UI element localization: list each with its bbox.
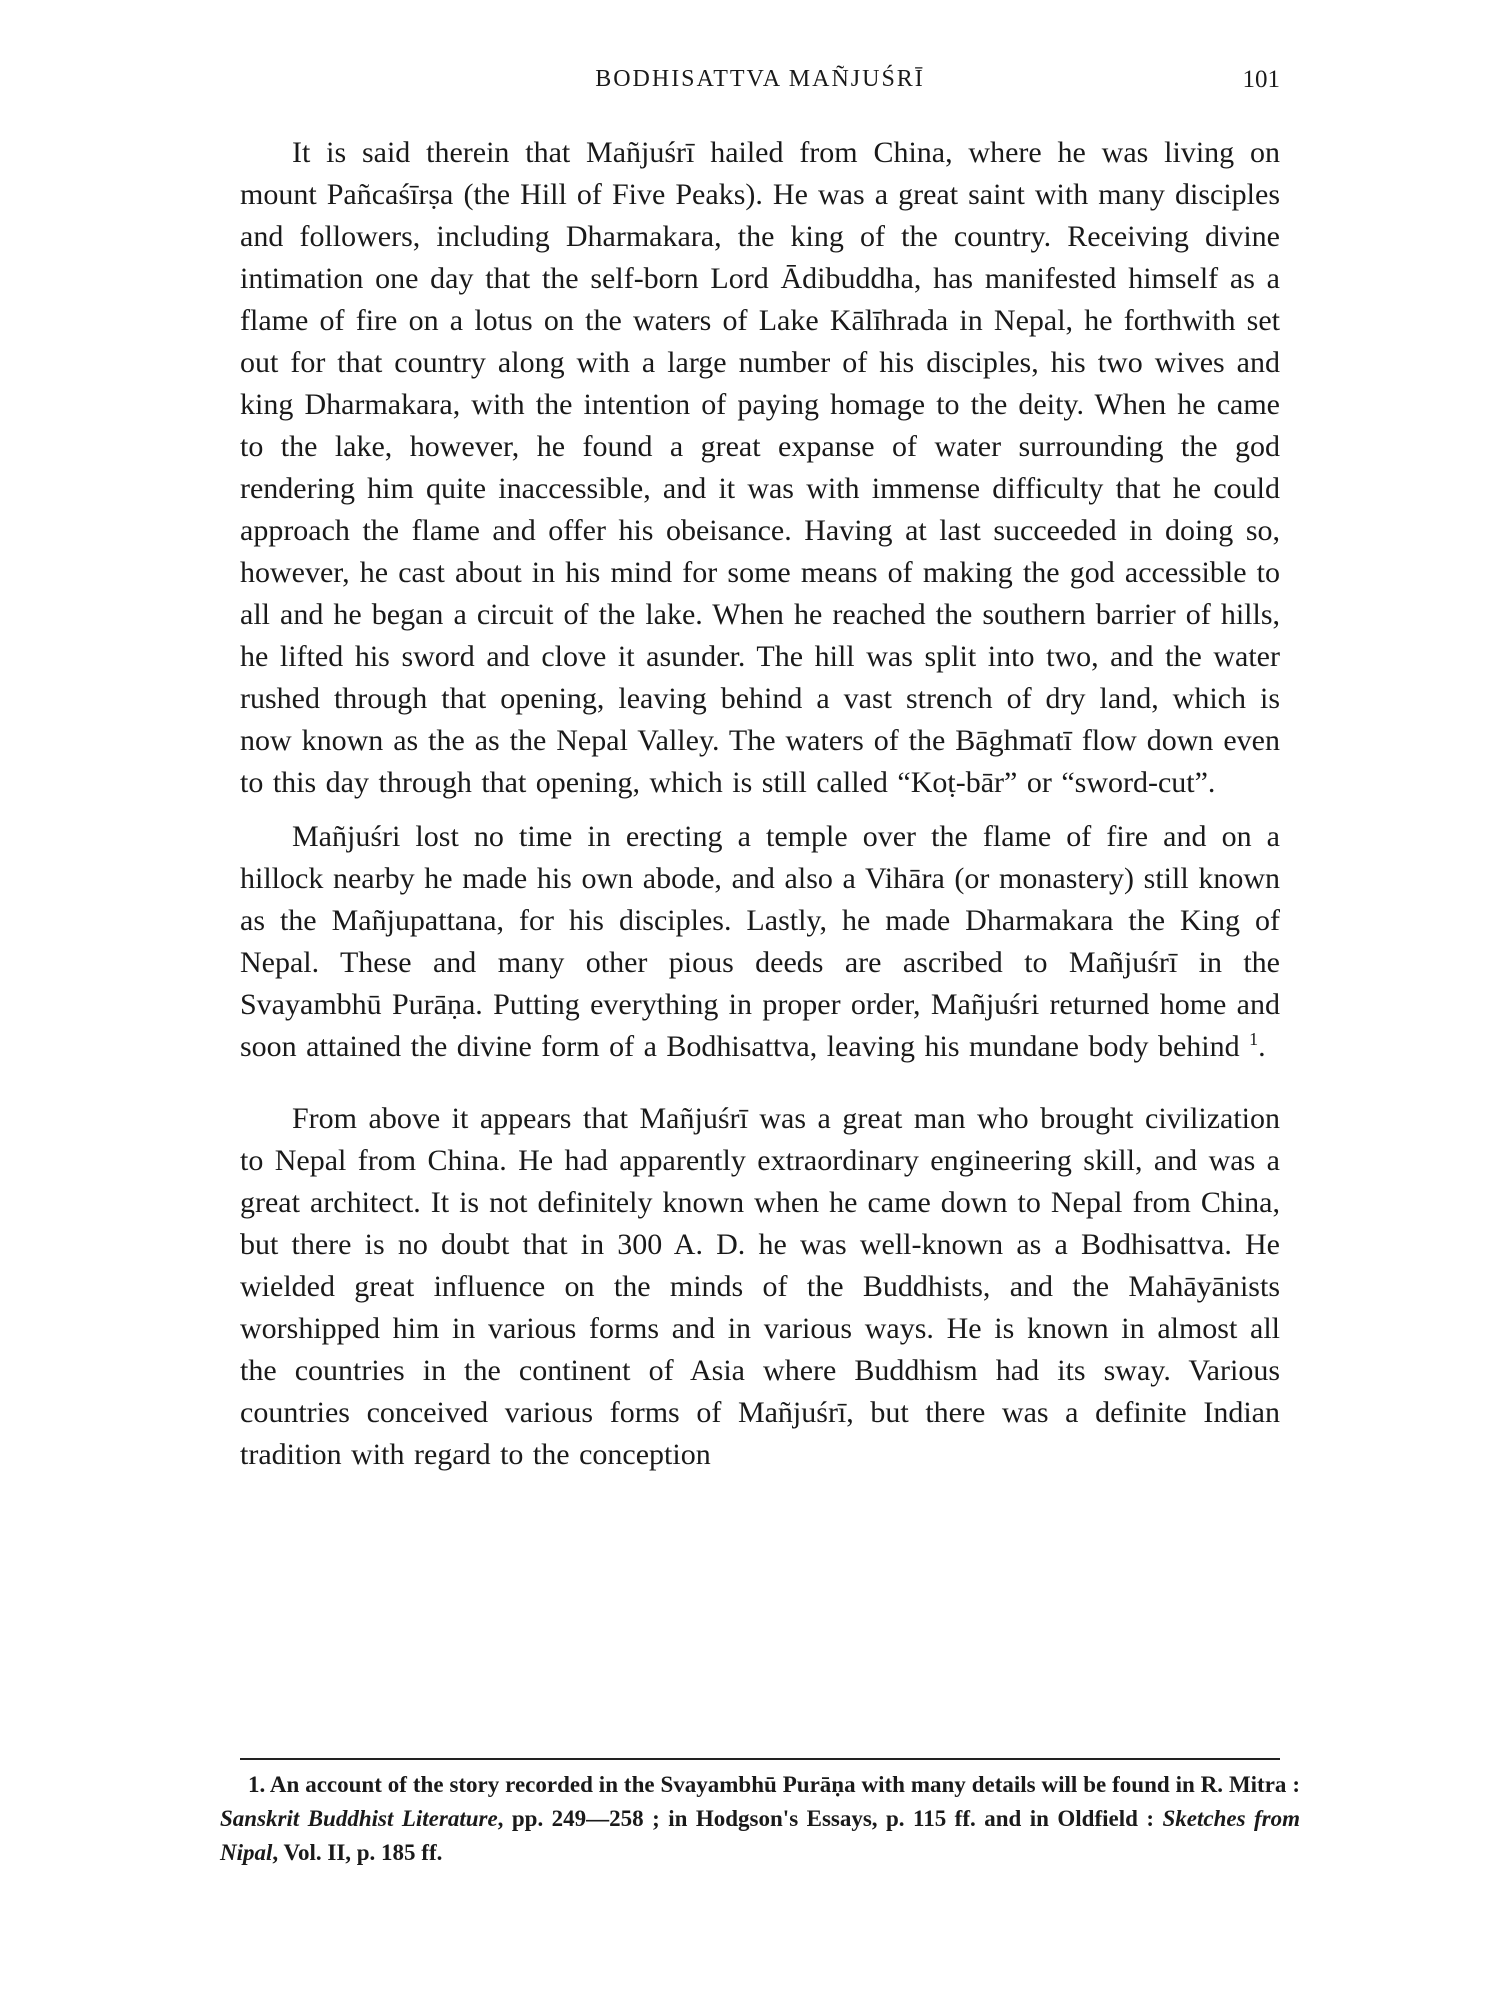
footnotes xyxy=(220,1768,1300,1870)
paragraph: From above it appears that Mañjuśrī was a great man who brought civilization to Nepal from China. He had apparently extraordinary engineering skill, and was a great architect. It is not definitely known when he came down to Nepal from China, but there is no doubt that in 300 A. D. he was well-known as a Bodhisattva. He wielded great influence on the minds of the Buddhists, and the Mahāyānists worshipped him in various forms and in various ways. He is known in almost all the countries in the continent of Asia where Buddhism had its sway. Various countries conceived various forms of Mañjuśrī, but there was a definite Indian tradition with regard to the conception xyxy=(240,1102,1280,1471)
paragraph xyxy=(240,816,1280,1068)
footnote-title: Sketches from Nipal xyxy=(220,1806,1300,1865)
body-text xyxy=(240,132,1280,1488)
footnote-title: Sanskrit Buddhist Literature xyxy=(220,1806,498,1831)
paragraph: It is said therein that Mañjuśrī hailed from China, where he was living on mount Pañcaśīrṣa (the Hill of Five Peaks). He was a great saint with many disciples and followers, including Dharmakara, the king of the country. Receiving divine intimation one day that the self-born Lord Ādibuddha, has manifested himself as a flame of fire on a lotus on the waters of Lake Kālīhrada in Nepal, he forthwith set out for that country along with a large number of his disciples, his two wives and king Dharmakara, with the intention of paying homage to the deity. When he came to the lake, however, he found a great expanse of water surrounding the god rendering him quite inaccessible, and it was with immense difficulty that he could approach the flame and offer his obeisance. Having at last succeeded in doing so, however, he cast about in his mind for some means of making the god accessible to all and he began a circuit of the lake. When he reached the southern barrier of hills, he lifted his sword and clove it asunder. The hill was split into two, and the water rushed through that opening, leaving behind a vast strench of dry land, which is now known as the as the Nepal Valley. The waters of the Bāghmatī flow down even to this day through that opening, which is still called “Koṭ-bār” or “sword-cut”. xyxy=(240,136,1280,799)
footnote xyxy=(220,1768,1300,1870)
footnote-text: , pp. 249—258 ; in Hodgson's Essays, p. 115 ff. and in Oldfield : xyxy=(497,1806,1163,1831)
footnote-text: An account of the story recorded in the Svayambhū Purāṇa with many details will be found in R. Mitra : xyxy=(269,1772,1301,1797)
footnote-number: 1. xyxy=(248,1772,266,1797)
footnote-reference-punct: . xyxy=(1258,1030,1266,1063)
running-title: BODHISATTVA MAÑJUŚRĪ xyxy=(595,66,925,92)
running-head xyxy=(240,64,1280,104)
paragraph-text: Mañjuśri lost no time in erecting a temple over the flame of fire and on a hillock nearby he made his own abode, and also a Vihāra (or monastery) still known as the Mañjupattana, for his disciples. Lastly, he made Dharmakara the King of Nepal. These and many other pious deeds are ascribed to Mañjuśrī in the Svayambhū Purāṇa. Putting everything in proper order, Mañjuśri returned home and soon attained the divine form of a Bodhisattva, leaving his mundane body behind xyxy=(240,820,1280,1063)
page-number: 101 xyxy=(1242,66,1280,93)
footnote-text: , Vol. II, p. 185 ff. xyxy=(272,1840,443,1865)
footnote-reference: 1 xyxy=(1249,1029,1259,1049)
footnote-divider xyxy=(240,1758,1280,1760)
